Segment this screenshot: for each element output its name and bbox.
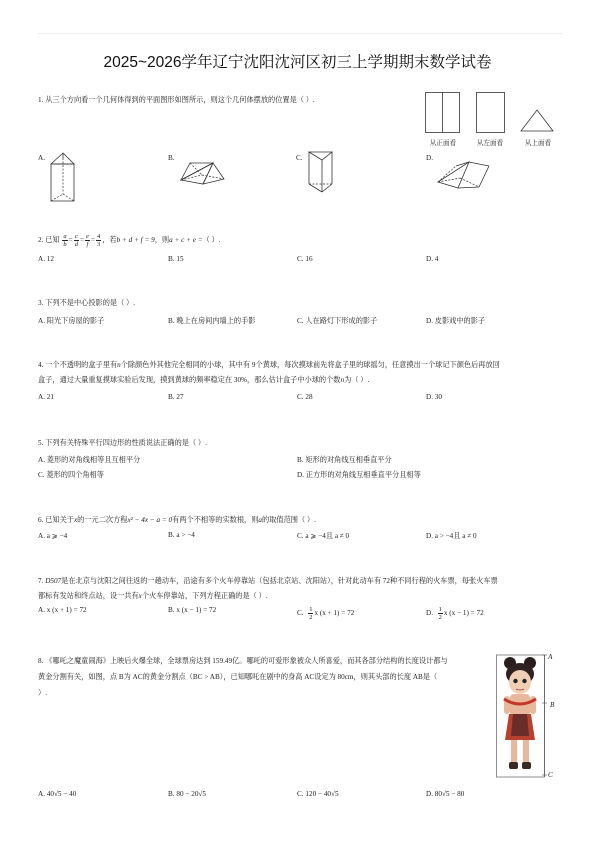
q2-option-c: C. 16 (297, 255, 313, 263)
q6-part-d: 的取值范围（ ）. (262, 516, 316, 524)
top-view-figure (520, 109, 556, 135)
q1-option-d-figure (436, 156, 492, 192)
q2-condition-equation: b + d + f = 9 (116, 236, 155, 245)
q6-variable-x: x (73, 516, 78, 524)
q7-line2-end: 个火车停靠站，下列方程正确的是（ ）. (141, 592, 268, 600)
q4-option-c: C. 28 (297, 393, 313, 401)
q1-option-b-figure (178, 158, 228, 188)
question-1-text: 1. 从三个方向看一个几何体得到的平面图形如图所示，则这个几何体摆放的位置是（ ）. (38, 96, 315, 104)
q2-option-b: B. 15 (168, 255, 184, 263)
q8-option-d: D. 80√5 − 80 (426, 790, 465, 798)
q1-option-a-figure (48, 152, 78, 204)
left-view-label: 从左面看 (476, 140, 504, 147)
question-5-text: 5. 下列有关特殊平行四边形的性质说法正确的是（ ）. (38, 439, 207, 447)
question-3-text: 3. 下列不是中心投影的是（ ）. (38, 299, 136, 307)
q8-option-a: A. 40√5 − 40 (38, 790, 77, 798)
q7-option-d-expression: x (x − 1) = 72 (443, 609, 484, 618)
q7-variable-x: x (138, 592, 142, 600)
top-view-label: 从上面看 (524, 140, 552, 147)
q6-part-a: 6. 已知关于 (38, 516, 74, 524)
q3-option-a: A. 阳光下房屋的影子 (38, 317, 105, 325)
question-4-line-2 (38, 373, 563, 387)
question-8-line-1: 8. 《哪吒之魔童闹海》上映后火爆全球，全球票房达到 159.49亿。哪吒的可爱形象被众人所喜爱，而其各部分结构的长度设计都与 (38, 657, 448, 665)
question-8-line-2: 黄金分割有关，如图，点 B为 AC的黄金分割点（BC > AB），已知哪吒在剧中的身高 AC设定为 80cm，则其头部的长度 AB是（ (38, 673, 438, 681)
q6-variable-a: a (258, 516, 262, 524)
q8-option-b: B. 80 − 20√5 (168, 790, 206, 798)
q4-variable-n: n (117, 361, 121, 369)
q7-train-code: D507 (45, 577, 62, 585)
q2-ask: ，则 (154, 236, 170, 245)
question-8-line-3: ）. (38, 689, 47, 697)
q7-line1-text: 是在北京与沈阳之间往返的一趟动车，沿途有多个火车停靠站（包括北京站、沈阳站），针对此动车有 72种不同行程的火车票，每张火车票 (61, 577, 498, 585)
point-c-label: C (548, 771, 553, 779)
q3-option-b: B. 晚上在房间内墙上的手影 (168, 317, 256, 325)
q7-option-d (426, 606, 484, 621)
point-a-label: A (548, 653, 553, 661)
point-b-label: B (550, 701, 555, 709)
front-view-label: 从正面看 (429, 140, 457, 147)
q1-option-c-figure (308, 150, 334, 194)
q6-part-c: 有两个不相等的实数根，则 (172, 516, 259, 524)
q1-option-b-label: B. (168, 154, 175, 162)
fraction-c-over-d: $\frac{c}{d}$ (74, 233, 78, 248)
q7-option-c-expression: x (x + 1) = 72 (314, 609, 355, 618)
left-view-figure (476, 92, 506, 136)
q7-option-c-label: C. (297, 609, 304, 618)
q1-option-c-label: C. (296, 154, 303, 162)
q4-line1-end: 个除颜色外其他完全相同的小球，其中有 9个黄球，每次摸球前先将盒子里的球摇匀，任意摸出一个球记下颜色后再放回 (120, 361, 500, 369)
q7-option-d-label: D. (426, 609, 433, 618)
nezha-figure (496, 654, 556, 780)
header-rule (38, 33, 563, 34)
q6-option-a: A. a ⩾ −4 (38, 532, 68, 540)
q4-option-d: D. 30 (426, 393, 442, 401)
q7-line2-start: 都标有发站和终点站，设一共有 (38, 592, 139, 600)
q5-option-c: C. 菱形的四个角相等 (38, 471, 104, 479)
q2-condition-mid: ，若 (102, 236, 117, 245)
page-title: 2025~2026学年辽宁沈阳沈河区初三上学期期末数学试卷 (103, 54, 492, 71)
fraction-one-half: $\frac{1}{2}$ (309, 606, 313, 621)
q1-option-d-label: D. (426, 154, 433, 162)
q2-option-d: D. 4 (426, 255, 439, 263)
q7-option-c (297, 606, 354, 621)
q4-line2-end: 为（ ）. (344, 376, 370, 384)
q6-option-c: C. a ⩾ −4且 a ≠ 0 (297, 532, 350, 540)
question-4-line-1 (38, 358, 563, 372)
q2-prefix: 2. 已知 (38, 236, 60, 245)
q6-option-d: D. a > −4且 a ≠ 0 (426, 532, 477, 540)
front-view-figure (425, 92, 461, 136)
q4-option-a: A. 21 (38, 393, 54, 401)
q8-option-c: C. 120 − 40√5 (297, 790, 339, 798)
question-2-text: 2. 已知 $\frac{a}{b}$ = $\frac{c}{d}$ = $\frac{e}{f}$ = $\frac{4}{3}$ ，若b + d + f = 9，则a + c + e =（ ）. (38, 233, 221, 248)
fraction-e-over-f: $\frac{e}{f}$ (86, 233, 89, 248)
q4-line2-start: 盒子，通过大量重复摸球实验后发现，摸到黄球的频率稳定在 30%，那么估计盒子中小球的个数 (38, 376, 341, 384)
q2-ask-expression: a + c + e = (169, 236, 203, 245)
question-6-text (38, 513, 563, 527)
question-7-line-2 (38, 589, 563, 603)
q4-variable-n-2: n (340, 376, 345, 384)
q6-option-b: B. a > −4 (168, 531, 195, 539)
q2-tail: （ ）. (202, 236, 221, 245)
q7-number: 7. (38, 577, 44, 585)
q3-option-d: D. 皮影戏中的影子 (426, 317, 486, 325)
q7-option-b: B. x (x − 1) = 72 (168, 606, 217, 614)
q6-part-b: 的一元二次方程 (77, 516, 128, 524)
q7-option-a: A. x (x + 1) = 72 (38, 606, 87, 614)
q6-equation: x² − 4x − a = 0 (127, 516, 173, 524)
q5-option-b: B. 矩形的对角线互相垂直平分 (297, 456, 392, 464)
fraction-one-half: $\frac{1}{2}$ (438, 606, 442, 621)
q2-option-a: A. 12 (38, 255, 54, 263)
q4-option-b: B. 27 (168, 393, 184, 401)
fraction-a-over-b: $\frac{a}{b}$ (63, 233, 67, 248)
q1-option-a-label: A. (38, 154, 45, 162)
q4-line1-start: 4. 一个不透明的盒子里有 (38, 361, 118, 369)
fraction-4-over-3: $\frac{4}{3}$ (96, 233, 101, 248)
q3-option-c: C. 人在路灯下形成的影子 (297, 317, 378, 325)
question-7-line-1 (38, 574, 563, 588)
q5-option-a: A. 菱形的对角线相等且互相平分 (38, 456, 141, 464)
q5-option-d: D. 正方形的对角线互相垂直平分且相等 (297, 471, 421, 479)
